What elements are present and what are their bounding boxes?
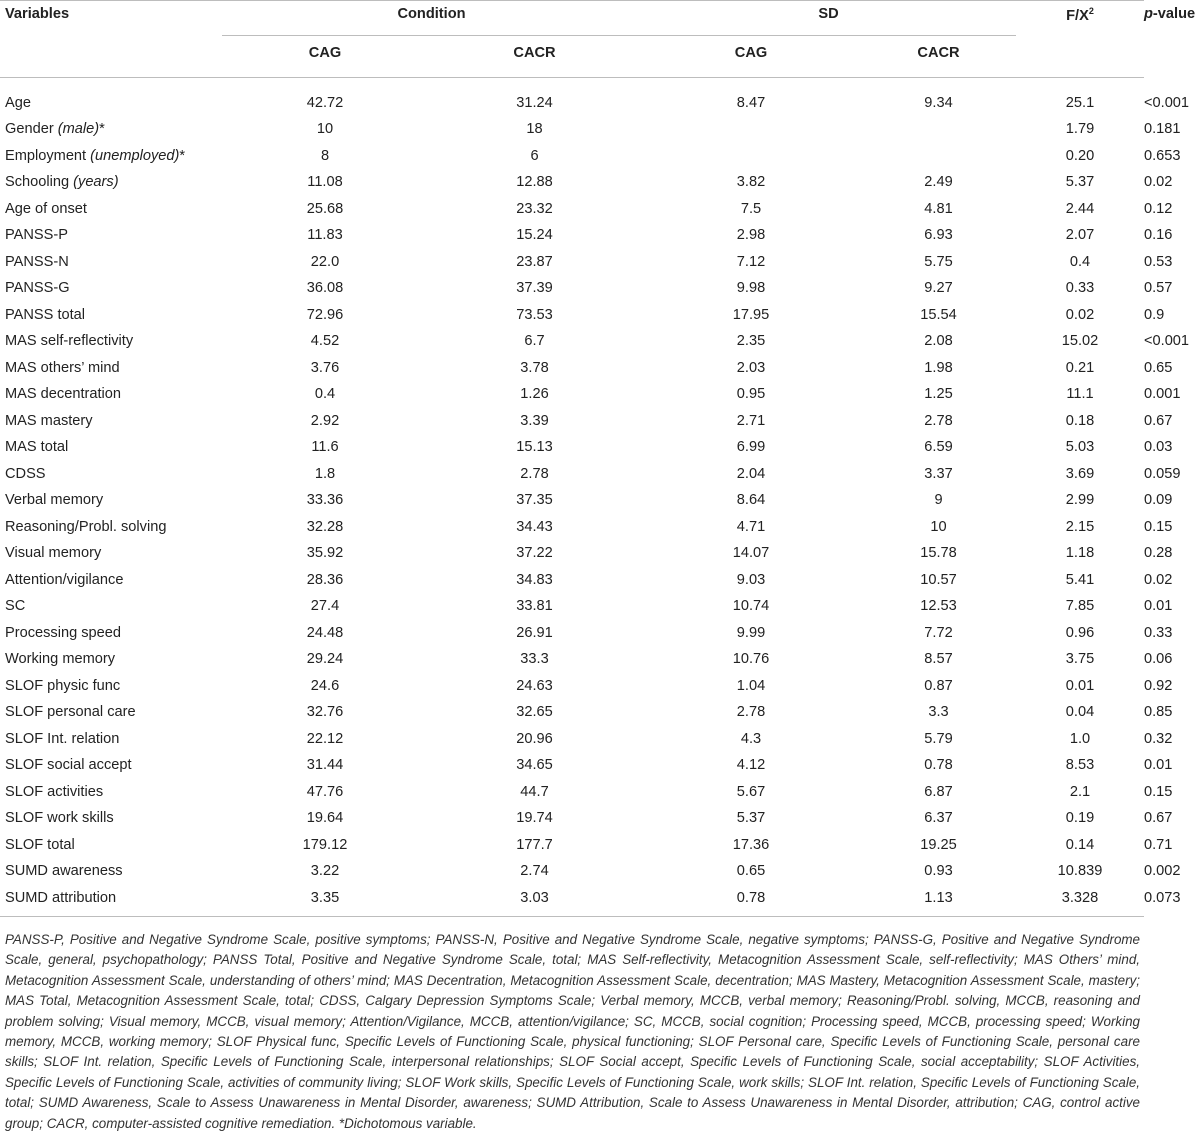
variable-name: PANSS-G — [5, 280, 70, 297]
cell-f-x2: 25.1 — [1065, 94, 1095, 111]
cell-condition-cacr: 34.65 — [516, 757, 553, 774]
header-variables: Variables — [5, 6, 70, 22]
cell-condition-cacr: 19.74 — [516, 810, 553, 827]
cell-condition-cag: 22.12 — [306, 730, 344, 747]
table-row: MAS mastery 2.92 3.39 2.71 2.78 0.18 0.67 — [0, 408, 1144, 435]
variable-name: SLOF Int. relation — [5, 730, 120, 747]
cell-condition-cag: 179.12 — [302, 836, 348, 853]
variable-name: Processing speed — [5, 624, 122, 641]
variable-name: SLOF work skills — [5, 810, 114, 827]
cell-f-x2: 15.02 — [1061, 333, 1099, 350]
cell-condition-cacr: 3.03 — [520, 889, 549, 906]
cell-sd-cacr: 0.78 — [924, 757, 953, 774]
cell-condition-cag: 33.36 — [306, 492, 344, 509]
variable-suffix: * — [99, 121, 105, 138]
cell-f-x2: 0.96 — [1065, 624, 1095, 641]
cell-condition-cacr: 18 — [526, 121, 543, 138]
table-row: Schooling (years) 11.08 12.88 3.82 2.49 5.37 0.02 — [0, 169, 1144, 196]
cell-sd-cag: 5.37 — [736, 810, 766, 827]
cell-sd-cag: 17.36 — [732, 836, 770, 853]
cell-condition-cag: 0.4 — [314, 386, 336, 403]
cell-sd-cag: 2.98 — [736, 227, 766, 244]
cell-sd-cacr: 3.37 — [924, 465, 953, 482]
variable-name: SLOF social accept — [5, 757, 132, 774]
cell-variable — [0, 408, 222, 435]
cell-sd-cag: 0.78 — [736, 889, 766, 906]
variable-name: Age of onset — [5, 200, 87, 217]
cell-sd-cag: 9.03 — [736, 571, 766, 588]
cell-sd-cag: 8.47 — [736, 94, 766, 111]
table-row: SUMD attribution 3.35 3.03 0.78 1.13 3.328 0.073 — [0, 885, 1144, 917]
variable-qualifier: (male) — [57, 121, 100, 138]
cell-f-x2: 5.03 — [1065, 439, 1095, 456]
cell-variable — [0, 461, 222, 488]
cell-sd-cacr: 10.57 — [920, 571, 957, 588]
variable-name: SUMD attribution — [5, 889, 117, 906]
cell-sd-cacr: 15.54 — [920, 306, 957, 323]
cell-sd-cag: 7.5 — [740, 200, 762, 217]
cell-sd-cacr: 1.98 — [924, 359, 953, 376]
cell-sd-cacr: 7.72 — [924, 624, 953, 641]
header-sd: SD — [641, 0, 1016, 36]
cell-sd-cacr: 2.49 — [924, 174, 953, 191]
cell-condition-cacr: 2.74 — [520, 863, 549, 880]
variable-qualifier: (years) — [73, 174, 119, 191]
cell-f-x2: 1.18 — [1065, 545, 1095, 562]
cell-f-x2: 0.14 — [1065, 836, 1095, 853]
variable-name: SLOF physic func — [5, 677, 121, 694]
cell-condition-cacr: 12.88 — [516, 174, 553, 191]
cell-variable — [0, 434, 222, 461]
table-row: SLOF Int. relation 22.12 20.96 4.3 5.79 1.0 0.32 — [0, 726, 1144, 753]
variable-name: MAS others’ mind — [5, 359, 120, 376]
cell-sd-cacr: 0.87 — [924, 677, 953, 694]
cell-sd-cag — [641, 143, 861, 170]
table-row: PANSS-N 22.0 23.87 7.12 5.75 0.4 0.53 — [0, 249, 1144, 276]
cell-f-x2: 1.79 — [1065, 121, 1095, 138]
table-footnote: PANSS-P, Positive and Negative Syndrome Scale, positive symptoms; PANSS-N, Positive and Negative Syndrome Scale, negative symptoms; PANSS-G, Positive and Negative Syndrome Scale, general, psychopathology; PANSS Total, Positive and Negative Syndrome Scale, total; MAS Self-reflectivity, Metacognition Assessment Scale, self-reflectivity; MAS Others’ mind, Metacognition Assessment Scale, understanding of others’ mind; MAS Decentration, Metacognition Assessment Scale, decentration; MAS Mastery, Metacognition Assessment Scale, mastery; MAS Total, Metacognition Assessment Scale, total; CDSS, Calgary Depression Symptoms Scale; Verbal memory, MCCB, verbal memory; Reasoning/Probl. solving, MCCB, reasoning and problem solving; Visual memory, MCCB, visual memory; Attention/Vigilance, MCCB, attention/vigilance; SC, MCCB, social cognition; Processing speed, MCCB, processing speed; Working memory, MCCB, working memory; SLOF Physical func, Specific Levels of Functioning Scale, physical functioning; SLOF Personal care, Specific Levels of Functioning Scale, personal care skills; SLOF Int. relation, Specific Levels of Functioning Scale, interpersonal relationships; SLOF Social accept, Specific Levels of Functioning Scale, social acceptability; SLOF Activities, Specific Levels of Functioning Scale, activities of community living; SLOF Work skills, Specific Levels of Functioning Scale, work skills; SLOF Int. relation, Specific Levels of Functioning Scale, total; SUMD Awareness, Scale to Assess Unawareness in Mental Disorder, awareness; SUMD Attribution, Scale to Assess Unawareness in Mental Disorder, attribution; CAG, control active group; CACR, computer-assisted cognitive remediation. *Dichotomous variable. — [5, 932, 1140, 1131]
cell-condition-cacr: 15.13 — [516, 439, 553, 456]
cell-f-x2: 1.0 — [1069, 730, 1091, 747]
cell-variable — [0, 620, 222, 647]
cell-condition-cag: 11.6 — [311, 439, 339, 456]
cell-sd-cag: 0.95 — [736, 386, 766, 403]
variable-name: Age — [5, 94, 31, 111]
cell-variable — [0, 832, 222, 859]
variable-name: SLOF activities — [5, 783, 104, 800]
table-row: SUMD awareness 3.22 2.74 0.65 0.93 10.839 0.002 — [0, 858, 1144, 885]
cell-condition-cacr: 177.7 — [516, 836, 553, 853]
table-body — [0, 77, 1190, 916]
table-row: MAS others’ mind 3.76 3.78 2.03 1.98 0.21 0.65 — [0, 355, 1144, 382]
cell-f-x2: 3.75 — [1065, 651, 1095, 668]
table-row: Visual memory 35.92 37.22 14.07 15.78 1.18 0.28 — [0, 540, 1144, 567]
variable-name: Attention/vigilance — [5, 571, 124, 588]
cell-sd-cacr: 1.25 — [924, 386, 953, 403]
cell-sd-cacr: 8.57 — [924, 651, 953, 668]
variable-name: SLOF total — [5, 836, 75, 853]
cell-condition-cacr: 32.65 — [516, 704, 553, 721]
cell-sd-cacr: 9 — [934, 492, 943, 509]
cell-variable — [0, 302, 222, 329]
table-header — [0, 0, 1195, 77]
cell-sd-cag: 3.82 — [736, 174, 766, 191]
cell-sd-cag: 2.03 — [736, 359, 766, 376]
cell-condition-cag: 24.48 — [306, 624, 344, 641]
cell-condition-cacr: 37.39 — [516, 280, 553, 297]
cell-variable — [0, 381, 222, 408]
cell-condition-cag: 2.92 — [310, 412, 340, 429]
cell-f-x2: 2.15 — [1065, 518, 1095, 535]
cell-condition-cacr: 6.7 — [524, 333, 545, 350]
cell-condition-cacr: 37.22 — [516, 545, 553, 562]
table-row: SLOF work skills 19.64 19.74 5.37 6.37 0.19 0.67 — [0, 805, 1144, 832]
cell-f-x2: 2.44 — [1065, 200, 1095, 217]
table-row: SLOF physic func 24.6 24.63 1.04 0.87 0.01 0.92 — [0, 673, 1144, 700]
variable-name: PANSS total — [5, 306, 86, 323]
cell-sd-cag: 2.35 — [736, 333, 766, 350]
cell-variable — [0, 805, 222, 832]
table-row: Gender (male)* 10 18 1.79 0.181 — [0, 116, 1144, 143]
cell-sd-cacr: 12.53 — [920, 598, 957, 615]
cell-condition-cag: 47.76 — [306, 783, 344, 800]
cell-condition-cacr: 2.78 — [520, 465, 549, 482]
cell-variable — [0, 222, 222, 249]
table-row: MAS total 11.6 15.13 6.99 6.59 5.03 0.03 — [0, 434, 1144, 461]
table-row: PANSS total 72.96 73.53 17.95 15.54 0.02 0.9 — [0, 302, 1144, 329]
header-condition: Condition — [222, 0, 641, 36]
cell-variable — [0, 116, 222, 143]
cell-condition-cag: 11.08 — [307, 174, 343, 191]
cell-sd-cag: 6.99 — [736, 439, 766, 456]
cell-condition-cag: 8 — [320, 147, 330, 164]
variable-name: MAS total — [5, 439, 69, 456]
table-row: Age 42.72 31.24 8.47 9.34 25.1 <0.001 — [0, 77, 1144, 116]
cell-condition-cag: 11.83 — [307, 227, 343, 244]
cell-f-x2: 3.69 — [1065, 465, 1095, 482]
cell-sd-cag: 10.74 — [732, 598, 770, 615]
cell-condition-cag: 32.28 — [306, 518, 344, 535]
variable-name: Gender — [5, 121, 58, 138]
cell-sd-cacr: 1.13 — [924, 889, 953, 906]
cell-condition-cacr: 20.96 — [516, 730, 553, 747]
cell-condition-cag: 4.52 — [310, 333, 340, 350]
cell-f-x2: 0.21 — [1065, 359, 1095, 376]
cell-condition-cacr: 24.63 — [516, 677, 553, 694]
cell-variable — [0, 275, 222, 302]
cell-condition-cag: 3.35 — [310, 889, 340, 906]
cell-f-x2: 0.33 — [1065, 280, 1095, 297]
cell-f-x2: 0.01 — [1065, 677, 1095, 694]
cell-sd-cacr: 6.59 — [924, 439, 953, 456]
cell-sd-cacr: 6.37 — [924, 810, 953, 827]
table-row: Working memory 29.24 33.3 10.76 8.57 3.75 0.06 — [0, 646, 1144, 673]
cell-condition-cacr: 34.43 — [516, 518, 553, 535]
table-row: PANSS-P 11.83 15.24 2.98 6.93 2.07 0.16 — [0, 222, 1144, 249]
table-row: PANSS-G 36.08 37.39 9.98 9.27 0.33 0.57 — [0, 275, 1144, 302]
cell-condition-cacr: 44.7 — [520, 783, 549, 800]
cell-condition-cag: 29.24 — [306, 651, 344, 668]
cell-sd-cacr: 9.34 — [924, 94, 953, 111]
table-row: Employment (unemployed)* 8 6 0.20 0.653 — [0, 143, 1144, 170]
cell-sd-cag: 4.71 — [736, 518, 766, 535]
cell-sd-cag: 0.65 — [736, 863, 766, 880]
cell-condition-cag: 3.76 — [310, 359, 340, 376]
variable-name: Working memory — [5, 651, 116, 668]
cell-condition-cag: 31.44 — [306, 757, 344, 774]
table-row: SLOF personal care 32.76 32.65 2.78 3.3 0.04 0.85 — [0, 699, 1144, 726]
cell-sd-cacr: 2.78 — [924, 412, 953, 429]
cell-sd-cacr: 6.87 — [924, 783, 953, 800]
cell-sd-cag: 2.78 — [736, 704, 766, 721]
cell-sd-cag: 7.12 — [736, 253, 766, 270]
cell-f-x2: 2.99 — [1065, 492, 1095, 509]
cell-variable — [0, 779, 222, 806]
cell-f-x2: 5.41 — [1065, 571, 1095, 588]
table-row: Age of onset 25.68 23.32 7.5 4.81 2.44 0.12 — [0, 196, 1144, 223]
cell-variable — [0, 355, 222, 382]
cell-f-x2: 5.37 — [1065, 174, 1095, 191]
cell-sd-cag: 4.12 — [736, 757, 766, 774]
cell-f-x2: 2.1 — [1069, 783, 1091, 800]
cell-condition-cacr: 1.26 — [520, 386, 549, 403]
table-row: Attention/vigilance 28.36 34.83 9.03 10.57 5.41 0.02 — [0, 567, 1144, 594]
cell-f-x2: 0.04 — [1065, 704, 1095, 721]
cell-condition-cag: 32.76 — [306, 704, 344, 721]
cell-variable — [0, 169, 222, 196]
cell-sd-cacr: 6.93 — [924, 227, 953, 244]
cell-condition-cacr: 6 — [530, 147, 539, 164]
cell-variable — [0, 249, 222, 276]
variable-name: MAS self-reflectivity — [5, 333, 134, 350]
variable-name: Employment — [5, 147, 91, 164]
cell-condition-cacr: 26.91 — [516, 624, 553, 641]
header-f-sup: 2 — [1088, 6, 1094, 16]
cell-condition-cag: 28.36 — [306, 571, 344, 588]
header-p-rest: -value — [1152, 6, 1195, 22]
cell-f-x2: 10.839 — [1057, 863, 1103, 880]
header-sd-cacr: CACR — [917, 45, 960, 61]
cell-condition-cacr: 3.39 — [520, 412, 549, 429]
variable-name: Reasoning/Probl. solving — [5, 518, 167, 535]
header-f-label: F/X — [1066, 8, 1089, 24]
cell-variable — [0, 752, 222, 779]
header-condition-cag: CAG — [308, 45, 342, 61]
variable-name: MAS mastery — [5, 412, 93, 429]
cell-sd-cacr — [861, 143, 1016, 170]
cell-f-x2: 0.02 — [1065, 306, 1095, 323]
header-p-italic: p — [1144, 6, 1153, 22]
table-row: SC 27.4 33.81 10.74 12.53 7.85 0.01 — [0, 593, 1144, 620]
cell-sd-cag: 10.76 — [732, 651, 770, 668]
cell-f-x2: 0.4 — [1069, 253, 1091, 270]
cell-sd-cacr: 5.75 — [924, 253, 953, 270]
cell-sd-cacr: 9.27 — [924, 280, 953, 297]
cell-sd-cacr: 0.93 — [924, 863, 953, 880]
cell-sd-cacr: 15.78 — [920, 545, 957, 562]
cell-sd-cacr: 19.25 — [920, 836, 957, 853]
cell-condition-cacr: 23.87 — [516, 253, 553, 270]
variable-name: SC — [5, 598, 26, 615]
cell-sd-cag: 4.3 — [740, 730, 762, 747]
variable-name: SUMD awareness — [5, 863, 123, 880]
cell-condition-cag: 10 — [316, 121, 334, 138]
cell-variable — [0, 196, 222, 223]
cell-sd-cag: 2.04 — [736, 465, 766, 482]
cell-condition-cacr: 33.3 — [520, 651, 549, 668]
cell-variable — [0, 699, 222, 726]
cell-variable — [0, 726, 222, 753]
cell-condition-cag: 42.72 — [306, 94, 344, 111]
cell-f-x2: 0.18 — [1065, 412, 1095, 429]
table-row: Reasoning/Probl. solving 32.28 34.43 4.71 10 2.15 0.15 — [0, 514, 1144, 541]
cell-sd-cag: 1.04 — [736, 677, 766, 694]
cell-variable — [0, 646, 222, 673]
cell-condition-cag: 36.08 — [306, 280, 344, 297]
table-row: Processing speed 24.48 26.91 9.99 7.72 0.96 0.33 — [0, 620, 1144, 647]
cell-sd-cacr: 4.81 — [924, 200, 953, 217]
cell-condition-cag: 24.6 — [310, 677, 340, 694]
variable-name: Verbal memory — [5, 492, 104, 509]
cell-sd-cag — [641, 116, 861, 143]
cell-sd-cag: 5.67 — [736, 783, 766, 800]
cell-condition-cacr: 34.83 — [516, 571, 553, 588]
cell-f-x2: 7.85 — [1065, 598, 1095, 615]
cell-variable — [0, 143, 222, 170]
cell-variable — [0, 487, 222, 514]
cell-sd-cacr: 5.79 — [924, 730, 953, 747]
variable-qualifier: (unemployed) — [90, 147, 180, 164]
cell-sd-cacr: 2.08 — [924, 333, 953, 350]
variable-name: PANSS-P — [5, 227, 68, 244]
cell-sd-cag: 2.71 — [736, 412, 766, 429]
cell-variable — [0, 77, 222, 116]
variable-name: Visual memory — [5, 545, 102, 562]
variable-name: CDSS — [5, 465, 46, 482]
cell-condition-cag: 72.96 — [306, 306, 344, 323]
cell-sd-cacr: 3.3 — [928, 704, 949, 721]
cell-sd-cag: 8.64 — [736, 492, 766, 509]
variable-name: SLOF personal care — [5, 704, 136, 721]
cell-sd-cacr: 10 — [930, 518, 947, 535]
table-row: MAS decentration 0.4 1.26 0.95 1.25 11.1 0.001 — [0, 381, 1144, 408]
cell-condition-cacr: 37.35 — [516, 492, 553, 509]
cell-sd-cag: 9.99 — [736, 624, 766, 641]
cell-condition-cacr: 33.81 — [516, 598, 553, 615]
cell-condition-cag: 1.8 — [314, 465, 336, 482]
variable-suffix: * — [179, 147, 186, 164]
cell-sd-cacr — [861, 116, 1016, 143]
table-row: MAS self-reflectivity 4.52 6.7 2.35 2.08 15.02 <0.001 — [0, 328, 1144, 355]
cell-f-x2: 2.07 — [1065, 227, 1095, 244]
cell-condition-cag: 25.68 — [306, 200, 344, 217]
cell-sd-cag: 14.07 — [732, 545, 770, 562]
cell-variable — [0, 673, 222, 700]
cell-f-x2: 0.19 — [1065, 810, 1095, 827]
header-sd-cag: CAG — [734, 45, 768, 61]
cell-f-x2: 3.328 — [1061, 889, 1099, 906]
cell-sd-cag: 17.95 — [732, 306, 770, 323]
cell-variable — [0, 540, 222, 567]
cell-variable — [0, 885, 222, 917]
cell-condition-cag: 35.92 — [306, 545, 344, 562]
table-row: CDSS 1.8 2.78 2.04 3.37 3.69 0.059 — [0, 461, 1144, 488]
cell-sd-cag: 9.98 — [736, 280, 766, 297]
cell-condition-cag: 19.64 — [306, 810, 344, 827]
variable-name: MAS decentration — [5, 386, 122, 403]
cell-condition-cag: 27.4 — [310, 598, 340, 615]
cell-condition-cacr: 31.24 — [516, 94, 553, 111]
cell-condition-cag: 3.22 — [310, 863, 340, 880]
variable-name: Schooling — [5, 174, 74, 191]
table-row: Verbal memory 33.36 37.35 8.64 9 2.99 0.09 — [0, 487, 1144, 514]
table-row: SLOF social accept 31.44 34.65 4.12 0.78 8.53 0.01 — [0, 752, 1144, 779]
cell-condition-cag: 22.0 — [310, 253, 340, 270]
cell-f-x2: 11.1 — [1066, 386, 1094, 403]
table-row: SLOF total 179.12 177.7 17.36 19.25 0.14 0.71 — [0, 832, 1144, 859]
cell-condition-cacr: 23.32 — [516, 200, 553, 217]
cell-condition-cacr: 3.78 — [520, 359, 549, 376]
header-condition-cacr: CACR — [513, 45, 556, 61]
cell-variable — [0, 567, 222, 594]
variable-name: PANSS-N — [5, 253, 69, 270]
cell-condition-cacr: 73.53 — [516, 306, 553, 323]
table-row: SLOF activities 47.76 44.7 5.67 6.87 2.1 0.15 — [0, 779, 1144, 806]
header-f-x2 — [1016, 0, 1144, 77]
cell-variable — [0, 514, 222, 541]
cell-variable — [0, 593, 222, 620]
cell-variable — [0, 328, 222, 355]
cell-variable — [0, 858, 222, 885]
cell-condition-cacr: 15.24 — [516, 227, 553, 244]
cell-f-x2: 0.20 — [1065, 147, 1095, 164]
cell-f-x2: 8.53 — [1065, 757, 1095, 774]
